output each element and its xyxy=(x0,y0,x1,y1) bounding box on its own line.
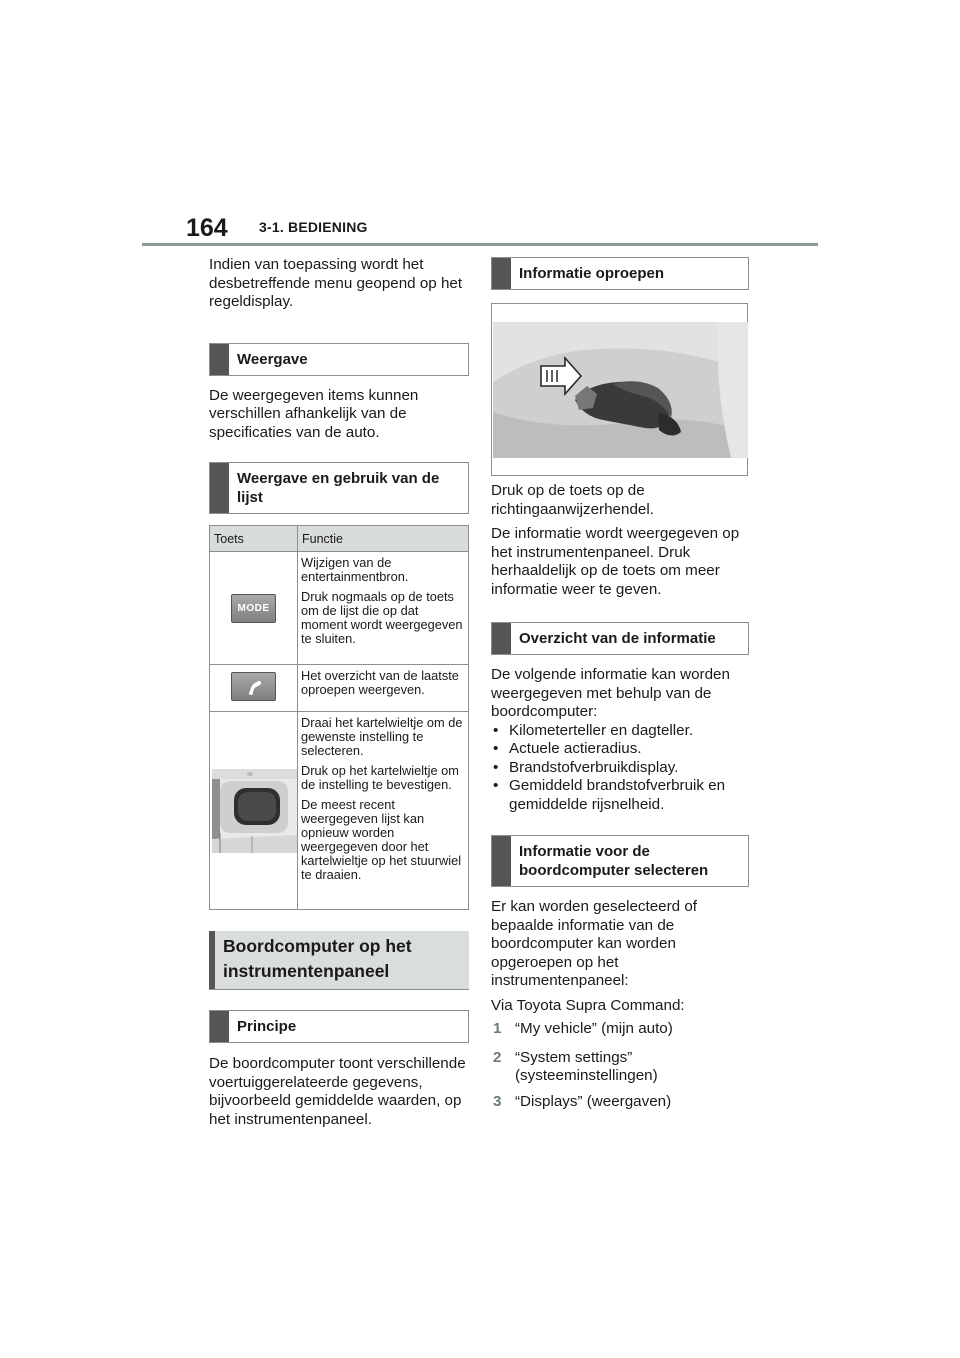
subheading-list xyxy=(209,462,469,514)
main-heading xyxy=(209,931,469,990)
steps-list xyxy=(491,1020,749,1111)
subheading-select xyxy=(491,835,749,887)
list-item: • Brandstofverbruikdisplay. xyxy=(493,758,679,776)
weergave-text: De weergegeven items kunnen verschillen afhankelijk van de specificaties van de auto. xyxy=(209,386,419,441)
subheading-weergave xyxy=(209,343,469,376)
function-line: Druk op het kartelwieltje om de instelling te bevestigen. xyxy=(301,763,459,792)
step-item: 2 “System settings” (systeeminstellingen) xyxy=(493,1048,658,1084)
info-list xyxy=(491,722,749,815)
principe-text: De boordcomputer toont verschillende voertuiggerelateerde gegevens, bijvoorbeeld gemiddelde waarden, op het instrumentenpaneel. xyxy=(209,1055,466,1128)
main-heading-label: Boordcomputer op het instrumentenpaneel xyxy=(223,936,412,981)
function-cell xyxy=(298,665,469,712)
key-function-table xyxy=(209,525,469,910)
mode-key-icon: MODE xyxy=(231,594,276,623)
intro-text: Indien van toepassing wordt het desbetreffende menu geopend op het regeldisplay. xyxy=(209,256,463,310)
table-row xyxy=(210,665,469,712)
thumbwheel-photo-icon xyxy=(212,769,297,853)
phone-key-icon xyxy=(231,672,276,701)
list-item: • Gemiddeld brandstofverbruik en gemiddelde rijsnelheid. xyxy=(493,777,726,813)
subheading-principe xyxy=(209,1010,469,1043)
function-line: De meest recent weergegeven lijst kan opnieuw worden weergegeven door het kartelwieltje op het stuurwiel te draaien. xyxy=(301,797,462,882)
subheading-info xyxy=(491,257,749,290)
turn-signal-lever-figure xyxy=(491,303,748,476)
select-text: Er kan worden geselecteerd of bepaalde informatie van de boordcomputer kan worden opgeroepen op het instrumentenpaneel: xyxy=(491,898,697,989)
subheading-list-label: Weergave en gebruik van de lijst xyxy=(237,470,440,506)
right-column xyxy=(491,257,749,1111)
subheading-info-label: Informatie oproepen xyxy=(519,265,665,282)
press-text: Druk op de toets op de richtingaanwijzerhendel. xyxy=(491,482,654,518)
list-item: • Actuele actieradius. xyxy=(493,740,642,757)
via-text: Via Toyota Supra Command: xyxy=(491,996,685,1014)
function-cell xyxy=(298,712,469,910)
subheading-weergave-label: Weergave xyxy=(237,350,308,368)
table-row xyxy=(210,552,469,665)
col-header-function: Functie xyxy=(298,526,469,552)
shown-text: De informatie wordt weergegeven op het instrumentenpaneel. Druk herhaaldelijk op de toets om meer informatie weer te geven. xyxy=(491,525,740,598)
subheading-principe-label: Principe xyxy=(237,1018,297,1035)
overview-text: De volgende informatie kan worden weergegeven met behulp van de boordcomputer: xyxy=(491,666,730,720)
function-line: Draai het kartelwieltje om de gewenste instelling te selecteren. xyxy=(301,715,463,758)
list-item: • Kilometerteller en dagteller. xyxy=(493,721,694,739)
table-header-row xyxy=(210,526,469,552)
function-line: Het overzicht van de laatste oproepen weergeven. xyxy=(301,668,459,697)
col-header-key: Toets xyxy=(210,526,298,552)
subheading-select-label: Informatie voor de boordcomputer selecteren xyxy=(519,843,709,879)
subheading-overview-label: Overzicht van de informatie xyxy=(519,630,716,647)
function-cell xyxy=(298,552,469,665)
function-line: Wijzigen van de entertainmentbron. xyxy=(301,555,409,584)
table-row xyxy=(210,712,469,910)
key-image-cell xyxy=(210,712,298,910)
subheading-overview xyxy=(491,622,749,655)
step-item: 3 “Displays” (weergaven) xyxy=(493,1092,672,1110)
step-item: 1 “My vehicle” (mijn auto) xyxy=(493,1020,673,1037)
section-title: 3-1. BEDIENING xyxy=(259,219,368,235)
function-line: Druk nogmaals op de toets om de lijst die op dat moment wordt weergegeven te sluiten. xyxy=(301,589,463,646)
left-column xyxy=(209,256,469,1129)
key-image-cell xyxy=(210,552,298,665)
page-number: 164 xyxy=(186,214,228,242)
key-image-cell xyxy=(210,665,298,712)
header-rule xyxy=(142,243,818,246)
turn-signal-lever-illustration xyxy=(493,322,748,458)
